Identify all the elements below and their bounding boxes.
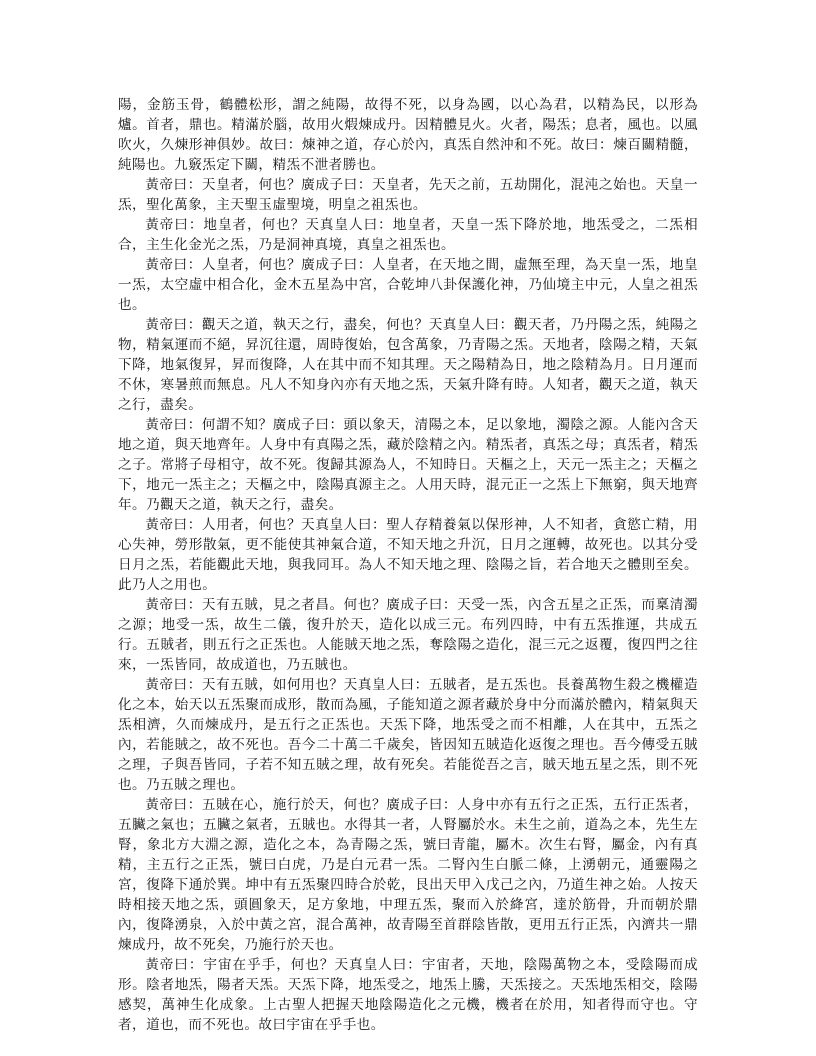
- paragraph: 黃帝曰：天有五賊，見之者昌。何也？廣成子曰：天受一炁，內含五星之正炁，而稟清濁之源；地受一炁，故生二儀，復升於天，造化以成三元。布列四時，中有五炁推運，共成五行。五賊者，則五行之正炁也。人能賊天地之炁，奪陰陽之造化，混三元之返覆，復四門之往來，一炁皆同，故成道也，乃五賊也。: [118, 597, 698, 673]
- paragraph: 黃帝曰：何謂不知？廣成子曰：頭以象天，清陽之本，足以象地，濁陰之源。人能內含天地之道，與天地齊年。人身中有真陽之炁，藏於陰精之內。精炁者，真炁之母；真炁者，精炁之子。常將子母相守，故不死。復歸其源為人，不知時日。天樞之上，天元一炁主之；天樞之下，地元一炁主之；天樞之中，陰陽真源主之。人用天時，混元正一之炁上下無窮，與天地齊年。乃觀天之道，執天之行，盡矣。: [118, 417, 698, 513]
- paragraph: 黃帝曰：天皇者，何也？廣成子曰：天皇者，先天之前，五劫開化，混沌之始也。天皇一炁，聖化萬象，主天聖玉虛聖境，明皇之祖炁也。: [118, 177, 698, 213]
- paragraph: 黃帝曰：天有五賊，如何用也？天真皇人曰：五賊者，是五炁也。長養萬物生殺之機權造化之本，始天以五炁聚而成形，散而為風，子能知道之源者藏於身中分而滿於體內，精氣與天炁相濟，久而煉成丹，是五行之正炁也。天炁下降，地炁受之而不相離，人在其中，五炁之內，若能賊之，故不死也。吾今二十萬二千歲矣，皆因知五賊造化返復之理也。吾今傳受五賊之理，子與吾皆同，子若不知五賊之理，故有死矣。若能從吾之言，賊天地五星之炁，則不死也。乃五賊之理也。: [118, 677, 698, 793]
- paragraph: 黃帝曰：人用者，何也？天真皇人曰：聖人存精養氣以保形神，人不知者，貪慾亡精，用心失神，勞形散氣，更不能使其神氣合道，不知天地之升沉，日月之運轉，故死也。以其分受日月之炁，若能觀此天地，與我同耳。為人不知天地之理、陰陽之旨，若合地天之體則至矣。此乃人之用也。: [118, 517, 698, 593]
- paragraph: 黃帝曰：宇宙在乎手，何也？天真皇人曰：宇宙者，天地，陰陽萬物之本，受陰陽而成形。陰者地炁，陽者天炁。天炁下降，地炁受之，地炁上騰，天炁接之。天炁地炁相交，陰陽感契，萬神生化成象。上古聖人把握天地陰陽造化之元機，機者在於用，知者得而守也。守者，道也，而不死也。故曰宇宙在乎手也。: [118, 957, 698, 1033]
- paragraph: 黃帝曰：五賊在心，施行於天，何也？廣成子曰：人身中亦有五行之正炁，五行正炁者，五臟之氣也；五臟之氣者，五賊也。水得其一者，人腎屬於水。未生之前，道為之本，先生左腎，象北方大淵之源，造化之本，為青陽之炁，號曰青龍，屬木。次生右腎，屬金，內有真精，主五行之正炁，號曰白虎，乃是白元君一炁。二腎內生白脈二條，上湧朝元，通靈陽之宮，復降下通於巽。坤中有五炁聚四時合於乾，艮出天甲入戊己之內，乃道生神之始。人按天時相接天地之炁，頭圓象天，足方象地，中理五炁，聚而入於絳宮，達於筋骨，升而朝於鼎內，復降湧泉，入於中黃之宮，混合萬神，故青陽至首群陰皆散，更用五行正炁，內濟共一鼎煉成丹，故不死矣，乃施行於天也。: [118, 797, 698, 953]
- document-page: [118, 95, 698, 1035]
- paragraph: 黃帝曰：觀天之道，執天之行，盡矣，何也？天真皇人曰：觀天者，乃丹陽之炁，純陽之物，精氣運而不絕，昇沉往還，周時復始，包含萬象，乃青陽之炁。天地者，陰陽之精，天氣下降，地氣復昇，昇而復降，人在其中而不知其理。天之陽精為日，地之陰精為月。日月運而不休，寒暑煎而無息。凡人不知身內亦有天地之炁，天氣升降有時。人知者，觀天之道，執天之行，盡矣。: [118, 317, 698, 413]
- paragraph: 黃帝曰：地皇者，何也？天真皇人曰：地皇者，天皇一炁下降於地，地炁受之，二炁相合，主生化金光之炁，乃是洞神真境，真皇之祖炁也。: [118, 217, 698, 253]
- paragraph: 黃帝曰：人皇者，何也？廣成子曰：人皇者，在天地之間，虛無至理，為天皇一炁，地皇一炁，太空虛中相合化，金木五星為中宮，合乾坤八卦保護化神，乃仙境主中元，人皇之祖炁也。: [118, 257, 698, 313]
- paragraph: 陽，金筋玉骨，鶴體松形，謂之純陽，故得不死，以身為國，以心為君，以精為民，以形為爐。首者，鼎也。精滿於腦，故用火煆煉成丹。因精體見火。火者，陽炁；息者，風也。以風吹火，久煉形神俱妙。故曰：煉神之道，存心於內，真炁自然沖和不死。故曰：煉百關精髓，純陽也。九竅炁定下關，精炁不泄者勝也。: [118, 97, 698, 173]
